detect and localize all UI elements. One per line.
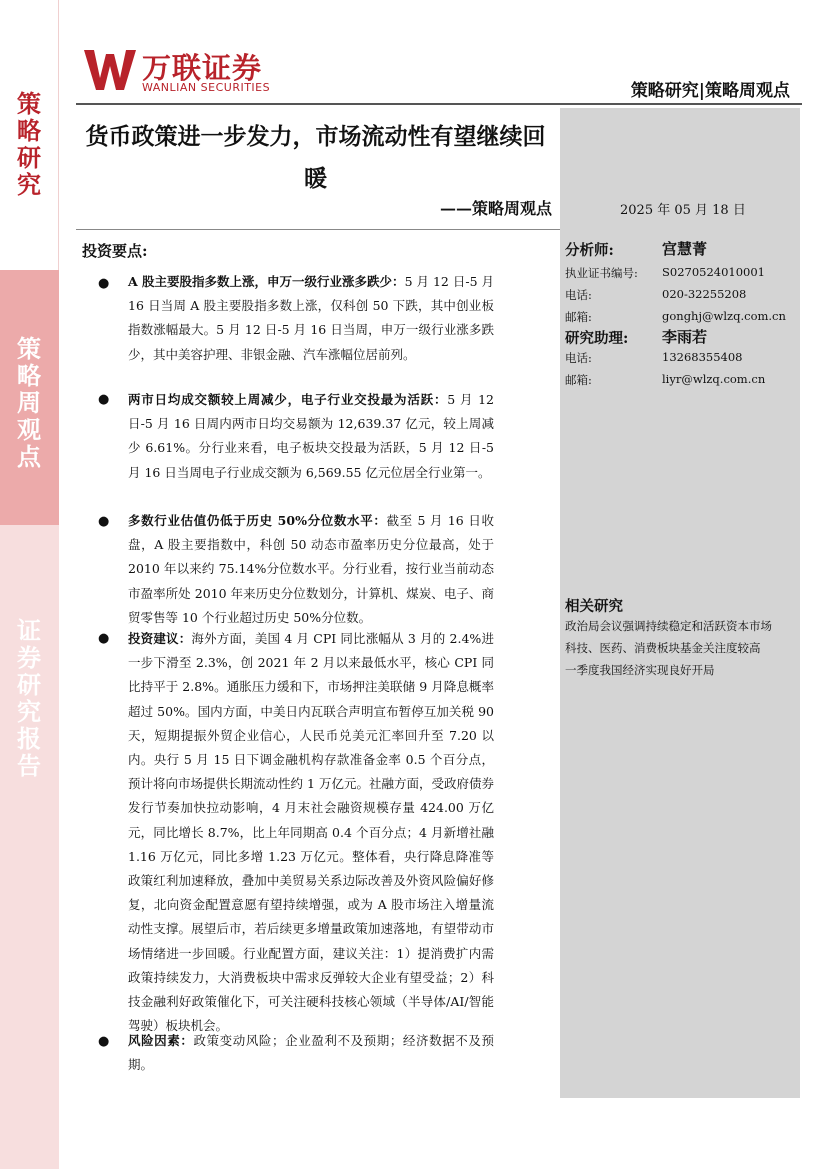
key-point-4 — [128, 627, 494, 1038]
related-research-item[interactable]: 政治局会议强调持续稳定和活跃资本市场 — [565, 619, 772, 633]
report-date: 2025 年 05 月 18 日 — [620, 203, 746, 218]
analyst-name: 宫慧菁 — [662, 240, 708, 258]
assistant-phone-label: 电话: — [565, 351, 592, 365]
key-point-heading: 投资建议： — [128, 631, 192, 646]
bullet-icon: ● — [98, 1034, 110, 1049]
brand-name-en: WANLIAN SECURITIES — [142, 81, 271, 94]
bullet-icon: ● — [98, 276, 110, 291]
brand-name-cn: 万联证券 — [142, 51, 263, 85]
assistant-email-label: 邮箱: — [565, 373, 592, 387]
title-divider — [76, 229, 560, 230]
analyst-phone-label: 电话: — [565, 288, 592, 302]
brand-logo — [82, 44, 322, 100]
key-point-heading: 两市日均成交额较上周减少，电子行业交投最为活跃： — [128, 392, 448, 407]
key-point-heading: 多数行业估值仍低于历史 50%分位数水平： — [128, 513, 387, 528]
analyst-cert: S0270524010001 — [662, 265, 765, 279]
report-title: 货币政策进一步发力，市场流动性有望继续回暖 — [85, 123, 546, 192]
analyst-phone: 020-32255208 — [662, 287, 747, 301]
bullet-icon: ● — [98, 392, 110, 407]
key-point-5 — [128, 1029, 494, 1077]
key-points-label: 投资要点: — [82, 242, 148, 260]
assistant-role: 研究助理: — [565, 330, 629, 347]
analyst-email-label: 邮箱: — [565, 310, 592, 324]
header-divider — [76, 103, 802, 105]
assistant-name: 李雨若 — [662, 328, 708, 346]
sidebar-label-research-report: 证券研究报告 — [17, 616, 41, 780]
wanlian-logo-icon — [82, 44, 138, 92]
sidebar — [0, 0, 59, 1169]
key-point-1 — [128, 270, 494, 367]
analyst-cert-label: 执业证书编号: — [565, 266, 638, 280]
key-point-heading: 风险因素： — [128, 1033, 194, 1048]
bullet-icon: ● — [98, 631, 110, 646]
key-point-2 — [128, 388, 494, 485]
key-point-text: 海外方面，美国 4 月 CPI 同比涨幅从 3 月的 2.4%进一步下滑至 2.3%，创 2021 年 2 月以来最低水平，核心 CPI 同比持平于 2.8%。通胀压力缓和下，市场押注美联储 9 月降息概率超过 50%。国内方面，中美日内瓦联合声明宣布暂停互加关税 90 天，短期提振外贸企业信心，人民币兑美元汇率回升至 7.20 以内。央行 5 月 15 日下调金融机构存款准备金率 0.5 个百分点，预计将向市场提供长期流动性约 1 万亿元。社融方面，受政府债券发行节奏加快拉动影响，4 月末社会融资规模存量 424.00 万亿元，同比增长 8.7%，比上年同期高 0.4 个百分点；4 月新增社融 1.16 万亿元，同比多增 1.23 万亿元。整体看，央行降息降准等政策红利加速释放，叠加中美贸易关系边际改善及外资风险偏好修复，北向资金配置意愿有望持续增强，或为 A 股市场注入增量流动性支撑。展望后市，若后续更多增量政策加速落地，有望带动市场情绪进一步回暖。行业配置方面，建议关注：1）提消费扩内需政策持续发力，大消费板块中需求反弹较大企业有望受益；2）科技金融利好政策催化下，可关注硬科技核心领域（半导体/AI/智能驾驶）板块机会。 — [128, 631, 494, 1034]
key-point-text: 政策变动风险；企业盈利不及预期；经济数据不及预期。 — [128, 1033, 494, 1073]
key-point-text: 5 月 12 日-5 月 16 日周内两市日均交易额为 12,639.37 亿元，较上周减少 6.61%。分行业来看，电子板块交投最为活跃，5 月 12 日-5 月 16 日当周电子行业成交额为 6,569.55 亿元位居全行业第一。 — [128, 392, 494, 480]
key-point-text: 截至 5 月 16 日收盘，A 股主要指数中，科创 50 动态市盈率历史分位最高，处于 2010 年以来约 75.14%分位数水平。分行业看，按行业当前动态市盈率所处 2010 年来历史分位数划分，计算机、煤炭、电子、商贸零售等 10 个行业超过历史 50%分位数。 — [128, 513, 494, 625]
related-research-item[interactable]: 科技、医药、消费板块基金关注度较高 — [565, 641, 761, 655]
report-category: 策略研究|策略周观点 — [630, 81, 790, 101]
sidebar-label-strategy-research: 策略研究 — [17, 89, 41, 199]
key-point-3 — [128, 509, 494, 630]
report-subtitle: ——策略周观点 — [439, 199, 552, 218]
assistant-email[interactable]: liyr@wlzq.com.cn — [662, 372, 766, 386]
related-research-title: 相关研究 — [565, 598, 623, 615]
analyst-role: 分析师: — [565, 242, 614, 259]
assistant-phone: 13268355408 — [662, 350, 743, 364]
key-point-text: 5 月 12 日-5 月 16 日当周 A 股主要股指多数上涨，仅科创 50 下跌，其中创业板指数涨幅最大。5 月 12 日-5 月 16 日当周，申万一级行业涨多跌少，其中美容护理、非银金融、汽车涨幅位居前列。 — [128, 274, 494, 362]
key-point-heading: A 股主要股指多数上涨，申万一级行业涨多跌少： — [128, 274, 405, 289]
bullet-icon: ● — [98, 514, 110, 529]
analyst-email[interactable]: gonghj@wlzq.com.cn — [662, 309, 786, 323]
related-research-item[interactable]: 一季度我国经济实现良好开局 — [565, 663, 715, 677]
sidebar-label-weekly-view: 策略周观点 — [17, 334, 41, 471]
